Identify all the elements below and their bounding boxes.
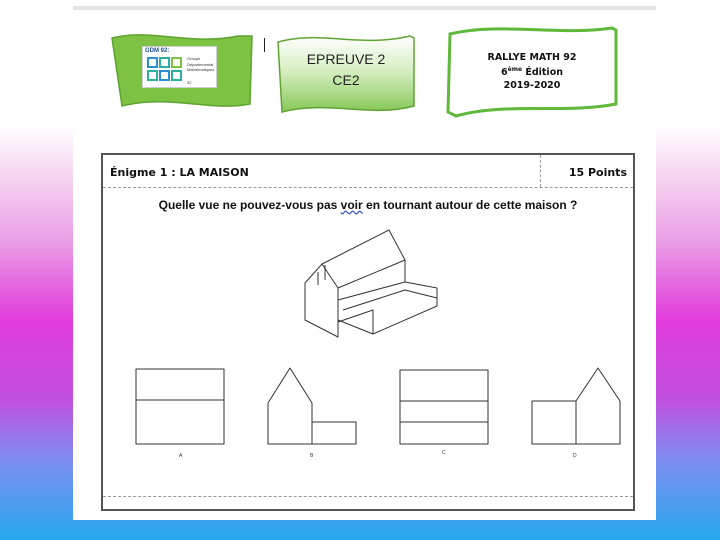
edition-label: 6ème Édition [501,66,563,79]
view-d-drawing [532,368,620,444]
isometric-house-drawing [305,230,437,337]
option-label-b: B [310,453,314,459]
logo-title: GDM 92: [145,48,170,54]
school-year: 2019-2020 [503,80,561,91]
logo-line: Mathématiques [187,67,215,72]
logo-line: Départemental [187,61,214,67]
view-c-drawing [400,370,488,444]
level-label: CE2 [332,72,360,88]
points-label: 15 Points [568,166,627,179]
option-label-c: C [442,450,446,456]
view-b-drawing [268,368,356,444]
epreuve-title: EPREUVE 2 [306,51,386,67]
enigme-title: Énigme 1 : LA MAISON [110,166,249,179]
view-a-drawing [136,369,224,444]
option-label-d: D [573,453,577,459]
option-label-a: A [179,453,183,459]
rallye-title: RALLYE MATH 92 [487,52,577,63]
logo-line: Groupe [187,56,201,61]
question-text: Quelle vue ne pouvez-vous pas voir en tournant autour de cette maison ? [158,198,578,212]
logo-number: 92 [187,80,192,85]
